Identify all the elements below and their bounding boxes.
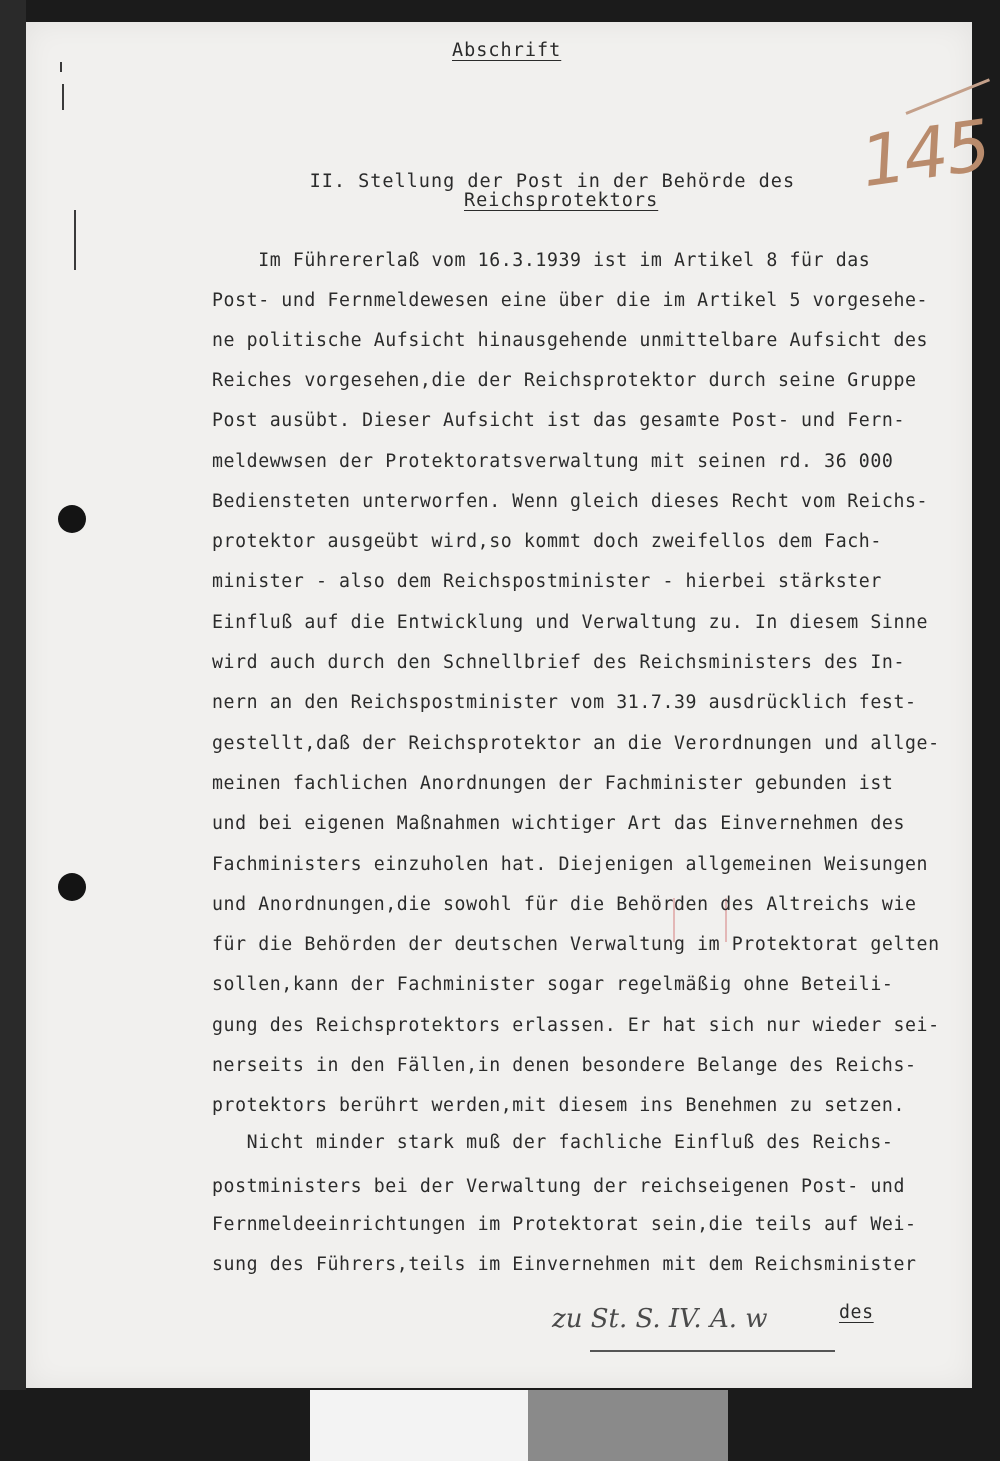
margin-tick-mark bbox=[62, 84, 64, 110]
catchword: des bbox=[839, 1302, 874, 1323]
body-line: Post- und Fernmeldewesen eine über die im Artikel 5 vorgesehe- bbox=[212, 290, 929, 311]
body-line: Einfluß auf die Entwicklung und Verwaltung zu. In diesem Sinne bbox=[212, 612, 929, 633]
body-line: Nicht minder stark muß der fachliche Einfluß des Reichs- bbox=[212, 1132, 894, 1153]
body-line: wird auch durch den Schnellbrief des Reichsministers des In- bbox=[212, 652, 905, 673]
body-line: nern an den Reichspostminister vom 31.7.39 ausdrücklich fest- bbox=[212, 692, 917, 713]
body-line: minister - also dem Reichspostminister - hierbei stärkster bbox=[212, 571, 882, 592]
punch-hole-top bbox=[58, 505, 86, 533]
margin-tick-mark bbox=[74, 210, 76, 270]
folio-number: 145 bbox=[856, 104, 994, 204]
document-page bbox=[26, 22, 994, 1388]
body-line: protektors berührt werden,mit diesem ins Benehmen zu setzen. bbox=[212, 1095, 905, 1116]
body-line: sollen,kann der Fachminister sogar regelmäßig ohne Beteili- bbox=[212, 974, 894, 995]
body-line: Post ausübt. Dieser Aufsicht ist das gesamte Post- und Fern- bbox=[212, 410, 905, 431]
body-line: Fernmeldeeinrichtungen im Protektorat sein,die teils auf Wei- bbox=[212, 1214, 917, 1235]
handwritten-underline bbox=[590, 1350, 835, 1352]
body-line: nerseits in den Fällen,in denen besondere Belange des Reichs- bbox=[212, 1055, 917, 1076]
body-line: Im Führererlaß vom 16.3.1939 ist im Artikel 8 für das bbox=[212, 250, 871, 271]
body-line: Fachministers einzuholen hat. Diejenigen allgemeinen Weisungen bbox=[212, 854, 929, 875]
calibration-patch-white bbox=[310, 1390, 528, 1461]
body-line: und Anordnungen,die sowohl für die Behörden des Altreichs wie bbox=[212, 894, 917, 915]
body-line: gestellt,daß der Reichsprotektor an die Verordnungen und allge- bbox=[212, 733, 940, 754]
body-line: gung des Reichsprotektors erlassen. Er hat sich nur wieder sei- bbox=[212, 1015, 940, 1036]
body-line: und bei eigenen Maßnahmen wichtiger Art das Einvernehmen des bbox=[212, 813, 905, 834]
body-line: meinen fachlichen Anordnungen der Fachminister gebunden ist bbox=[212, 773, 894, 794]
body-line: Bediensteten unterworfen. Wenn gleich dieses Recht vom Reichs- bbox=[212, 491, 929, 512]
section-title-line-2: Reichsprotektors bbox=[464, 190, 659, 211]
body-line: sung des Führers,teils im Einvernehmen mit dem Reichsminister bbox=[212, 1254, 917, 1275]
document-header: Abschrift bbox=[452, 40, 562, 61]
scanner-border-left bbox=[0, 0, 26, 1390]
body-line: protektor ausgeübt wird,so kommt doch zweifellos dem Fach- bbox=[212, 531, 882, 552]
calibration-patch-grey bbox=[528, 1390, 728, 1461]
body-line: für die Behörden der deutschen Verwaltung im Protektorat gelten bbox=[212, 934, 940, 955]
handwritten-note: zu St. S. IV. A. w bbox=[552, 1304, 768, 1334]
body-line: postministers bei der Verwaltung der reichseigenen Post- und bbox=[212, 1176, 905, 1197]
margin-tick-mark bbox=[60, 62, 62, 72]
punch-hole-bottom bbox=[58, 873, 86, 901]
section-title-text-1: II. Stellung der Post in der Behörde des bbox=[309, 171, 796, 192]
body-line: Reiches vorgesehen,die der Reichsprotektor durch seine Gruppe bbox=[212, 370, 917, 391]
body-line: ne politische Aufsicht hinausgehende unmittelbare Aufsicht des bbox=[212, 330, 929, 351]
body-line: meldewwsen der Protektoratsverwaltung mit seinen rd. 36 000 bbox=[212, 451, 894, 472]
